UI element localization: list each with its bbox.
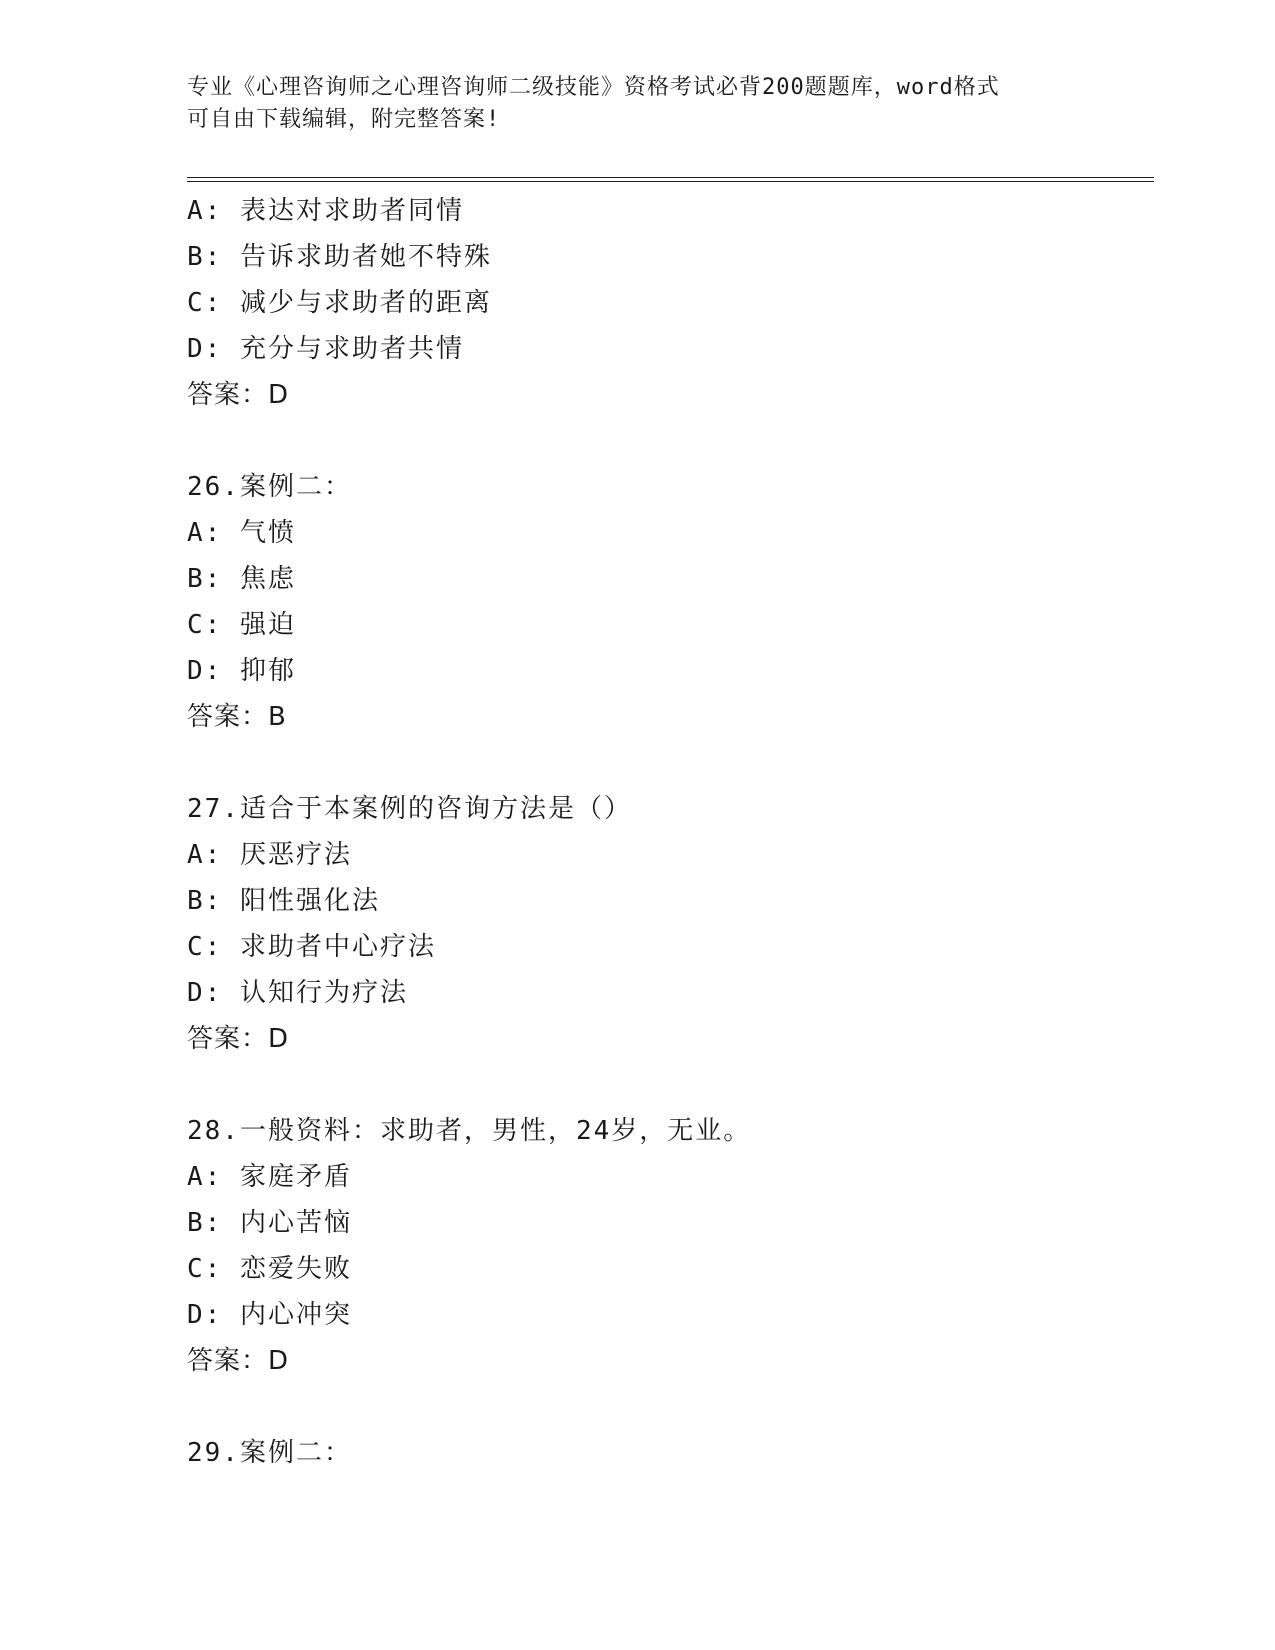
question-list	[187, 188, 1147, 1476]
option-c: C: 恋爱失败	[187, 1254, 352, 1284]
option-a: A: 家庭矛盾	[187, 1162, 352, 1192]
option-a: A: 表达对求助者同情	[187, 196, 464, 226]
option-b: B: 内心苦恼	[187, 1208, 352, 1238]
option-b: B: 焦虑	[187, 564, 296, 594]
question-title: 29.案例二：	[187, 1438, 352, 1468]
option-c: C: 减少与求助者的距离	[187, 288, 492, 318]
question-28	[187, 1108, 1147, 1384]
header-line-2: 可自由下载编辑，附完整答案!	[187, 107, 501, 132]
option-a: A: 厌恶疗法	[187, 840, 352, 870]
option-d: D: 充分与求助者共情	[187, 334, 464, 364]
header-line-1: 专业《心理咨询师之心理咨询师二级技能》资格考试必背200题题库，word格式	[187, 75, 1000, 100]
question-title: 26.案例二：	[187, 472, 352, 502]
option-d: D: 内心冲突	[187, 1300, 352, 1330]
option-c: C: 强迫	[187, 610, 296, 640]
header-rule-top	[187, 177, 1154, 178]
option-a: A: 气愤	[187, 518, 296, 548]
question-27	[187, 786, 1147, 1062]
question-title: 28.一般资料：求助者，男性，24岁，无业。	[187, 1116, 752, 1146]
option-c: C: 求助者中心疗法	[187, 932, 436, 962]
answer-line: 答案：B	[187, 702, 287, 732]
answer-line: 答案：D	[187, 380, 290, 410]
question-25-continued	[187, 188, 1147, 418]
answer-line: 答案：D	[187, 1024, 290, 1054]
option-d: D: 认知行为疗法	[187, 978, 408, 1008]
option-b: B: 阳性强化法	[187, 886, 380, 916]
header-rule-bottom	[187, 181, 1154, 182]
option-b: B: 告诉求助者她不特殊	[187, 242, 492, 272]
answer-line: 答案：D	[187, 1346, 290, 1376]
question-title: 27.适合于本案例的咨询方法是（）	[187, 794, 632, 824]
question-26	[187, 464, 1147, 740]
question-29	[187, 1430, 1147, 1476]
document-header	[187, 72, 1087, 136]
option-d: D: 抑郁	[187, 656, 296, 686]
